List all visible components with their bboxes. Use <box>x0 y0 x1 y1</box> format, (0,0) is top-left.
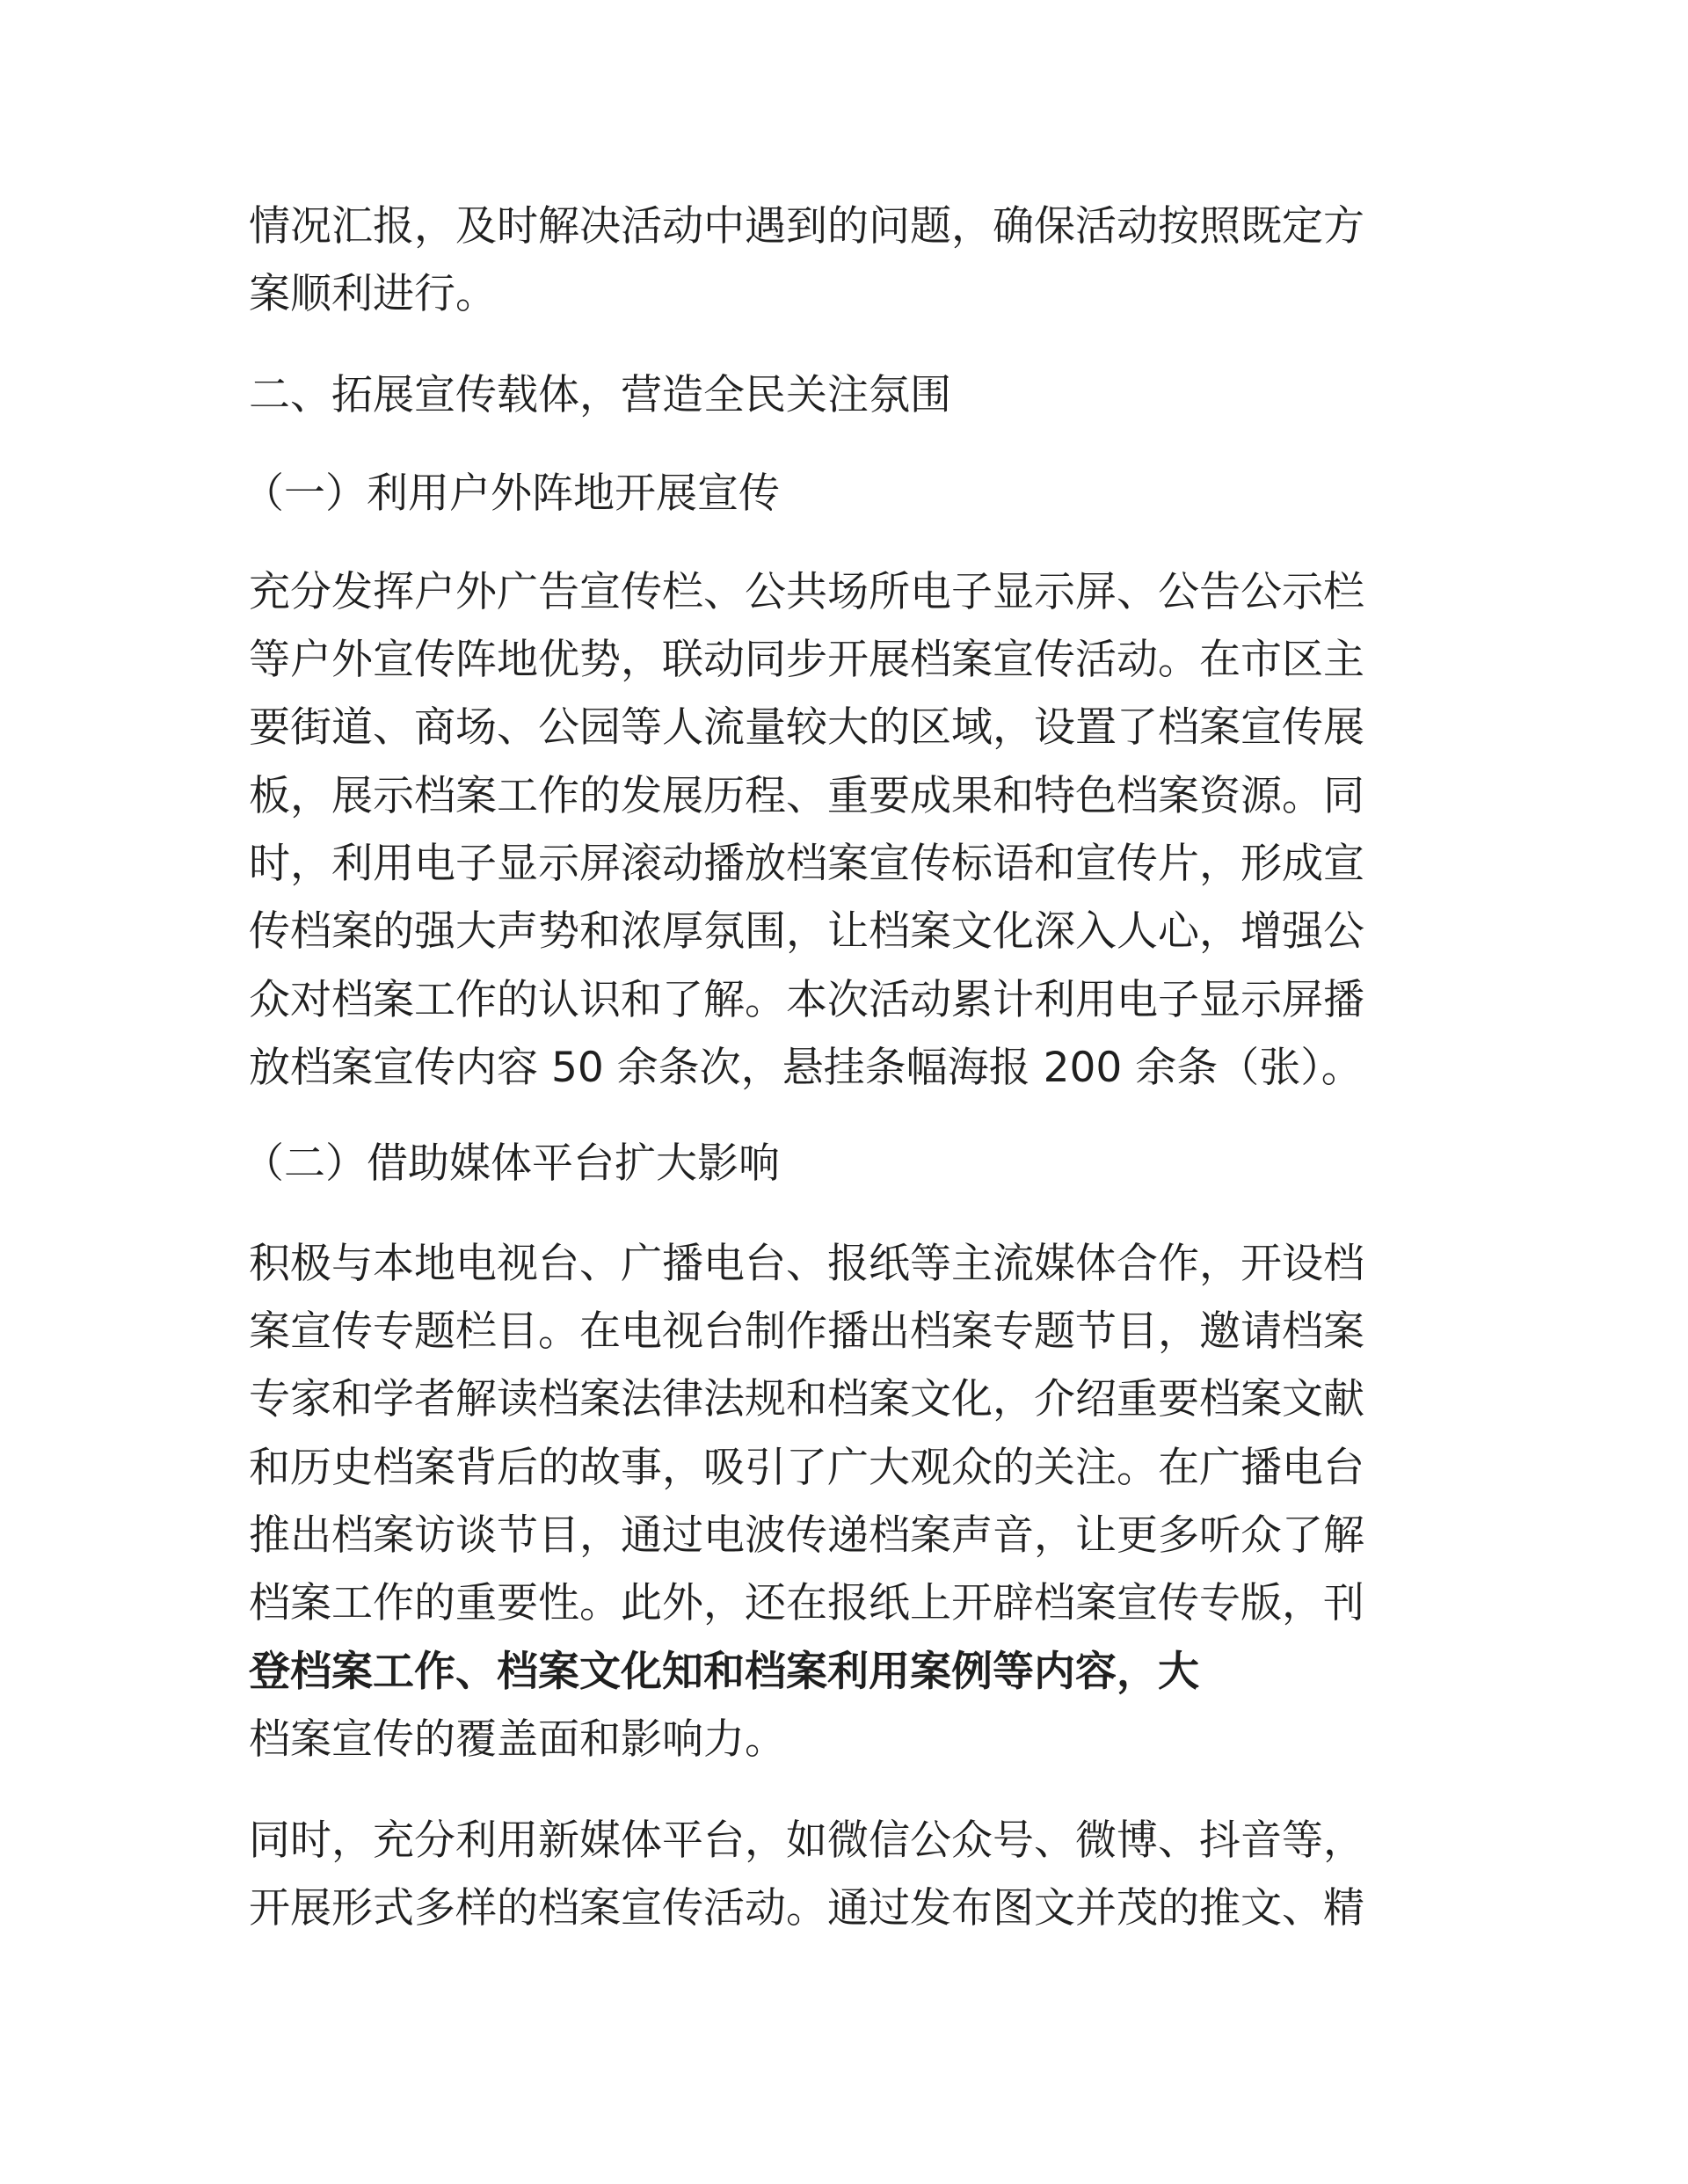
text-line: 等户外宣传阵地优势，联动同步开展档案宣传活动。在市区主 <box>249 636 1364 684</box>
text-line: 推出档案访谈节目，通过电波传递档案声音，让更多听众了解 <box>249 1511 1364 1560</box>
text-line: 传档案的强大声势和浓厚氛围，让档案文化深入人心，增强公 <box>249 907 1364 956</box>
text-line: 档案工作的重要性。此外，还在报纸上开辟档案宣传专版，刊 <box>249 1579 1364 1627</box>
text-line: 和历史档案背后的故事，吸引了广大观众的关注。在广播电台 <box>249 1444 1364 1492</box>
text-line: 放档案宣传内容 50 余条次，悬挂条幅海报 200 余条（张）。 <box>249 1044 1363 1092</box>
text-line: 板，展示档案工作的发展历程、重要成果和特色档案资源。同 <box>249 772 1364 820</box>
section-heading: 二、拓展宣传载体，营造全民关注氛围 <box>249 371 951 419</box>
text-line: 时，利用电子显示屏滚动播放档案宣传标语和宣传片，形成宣 <box>249 840 1364 888</box>
text-line: 要街道、商场、公园等人流量较大的区域，设置了档案宣传展 <box>249 703 1364 752</box>
text-line: 登档案工作、档案文化知和档案利用案例等内容，大 <box>249 1648 1199 1696</box>
subsection-heading: （一）利用户外阵地开展宣传 <box>243 470 780 518</box>
text-line: 案顺利进行。 <box>249 270 497 318</box>
subsection-heading: （二）借助媒体平台扩大影响 <box>243 1139 780 1188</box>
text-line: 积极与本地电视台、广播电台、报纸等主流媒体合作，开设档 <box>249 1240 1364 1288</box>
text-line: 案宣传专题栏目。在电视台制作播出档案专题节目，邀请档案 <box>249 1307 1364 1356</box>
text-line: 同时，充分利用新媒体平台，如微信公众号、微博、抖音等， <box>249 1816 1364 1865</box>
text-line: 开展形式多样的档案宣传活动。通过发布图文并茂的推文、精 <box>249 1884 1364 1933</box>
text-line: 专家和学者解读档案法律法规和档案文化，介绍重要档案文献 <box>249 1375 1364 1423</box>
text-line: 情况汇报，及时解决活动中遇到的问题，确保活动按照既定方 <box>249 202 1364 251</box>
text-line: 众对档案工作的认识和了解。本次活动累计利用电子显示屏播 <box>249 976 1364 1024</box>
text-line: 档案宣传的覆盖面和影响力。 <box>249 1715 786 1764</box>
text-line: 充分发挥户外广告宣传栏、公共场所电子显示屏、公告公示栏 <box>249 568 1364 616</box>
